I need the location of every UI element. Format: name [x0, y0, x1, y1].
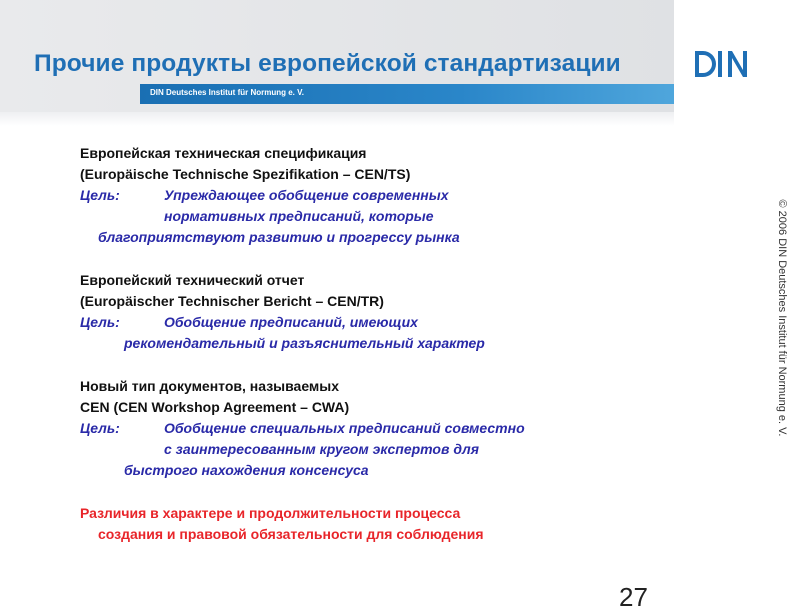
section-cwa: [80, 376, 670, 481]
goal-line: быстрого нахождения консенсуса: [124, 462, 369, 478]
conclusion-line: Различия в характере и продолжительности процесса: [80, 505, 461, 521]
goal-line: благоприятствуют развитию и прогрессу рынка: [98, 229, 460, 245]
section-subheading: (Europäischer Technischer Bericht – CEN/TR): [80, 293, 384, 309]
goal-text: Обобщение предписаний, имеющих: [164, 314, 418, 330]
conclusion-line: создания и правовой обязательности для соблюдения: [98, 526, 484, 542]
spacer: [80, 354, 670, 376]
goal-line: [80, 312, 670, 333]
header-fade: [0, 112, 674, 126]
spacer: [80, 481, 670, 503]
conclusion: [80, 503, 670, 545]
din-logo-icon: [685, 48, 747, 80]
page-title: Прочие продукты европейской стандартизации: [34, 50, 621, 77]
goal-line: [80, 418, 670, 439]
goal-line: нормативных предписаний, которые: [164, 208, 434, 224]
goal-line: [80, 185, 670, 206]
section-heading: Новый тип документов, называемых: [80, 378, 340, 394]
section-heading: Европейский технический отчет: [80, 272, 305, 288]
goal-label: Цель:: [80, 187, 120, 203]
spacer: [80, 248, 670, 270]
section-cen-ts: [80, 143, 670, 248]
section-subheading: CEN (CEN Workshop Agreement – CWA): [80, 399, 350, 415]
section-heading: Европейская техническая спецификация: [80, 145, 367, 161]
section-subheading: (Europäische Technische Spezifikation – CEN/TS): [80, 166, 411, 182]
page-number: 27: [619, 582, 648, 612]
goal-label: Цель:: [80, 314, 120, 330]
slide-content: [80, 143, 670, 545]
goal-line: рекомендательный и разъяснительный характер: [124, 335, 485, 351]
goal-line: с заинтересованным кругом экспертов для: [164, 441, 479, 457]
copyright-text: © 2006 DIN Deutsches Institut für Normung e. V.: [776, 199, 788, 437]
section-cen-tr: [80, 270, 670, 354]
subtitle-text: DIN Deutsches Institut für Normung e. V.: [150, 88, 304, 97]
goal-text: Упреждающее обобщение современных: [164, 187, 449, 203]
goal-label: Цель:: [80, 420, 120, 436]
goal-text: Обобщение специальных предписаний совместно: [164, 420, 525, 436]
